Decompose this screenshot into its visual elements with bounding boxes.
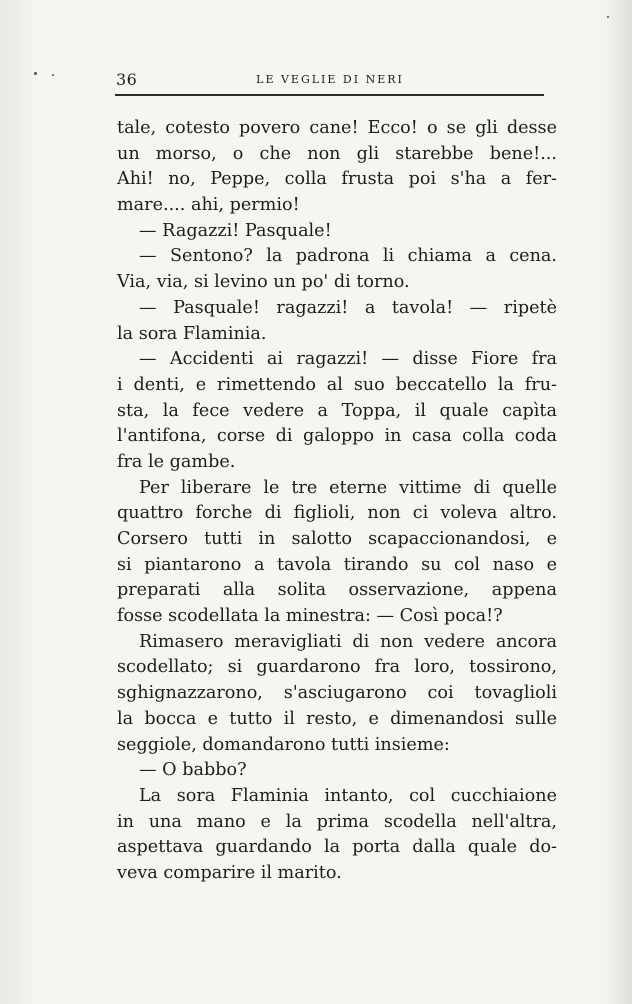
text-line: — Ragazzi! Pasquale!	[139, 220, 332, 241]
text-line: — Sentono? la padrona li chiama a cena.	[139, 246, 557, 267]
text-line: fra le gambe.	[117, 451, 236, 472]
page-number: 36	[116, 70, 138, 89]
text-line: Per liberare le tre eterne vittime di quelle	[139, 477, 557, 498]
text-line: veva comparire il marito.	[117, 862, 342, 883]
text-line: Corsero tutti in salotto scapaccionandosi, e	[117, 529, 557, 549]
text-line: — Pasquale! ragazzi! a tavola! — ripetè	[139, 297, 557, 318]
text-line: sghignazzarono, s'asciugarono coi tovaglioli	[117, 683, 557, 704]
text-line: quattro forche di figlioli, non ci voleva altro.	[117, 503, 557, 524]
text-line: in una mano e la prima scodella nell'altra,	[117, 811, 557, 832]
text-line: La sora Flaminia intanto, col cucchiaione	[139, 785, 557, 806]
text-line: i denti, e rimettendo al suo beccatello la fru-	[117, 374, 557, 395]
scan-speck	[52, 74, 54, 76]
running-header	[116, 66, 544, 90]
header-rule	[115, 94, 544, 96]
text-line: — O babbo?	[139, 760, 247, 781]
text-line: — Accidenti ai ragazzi! — disse Fiore fra	[139, 349, 557, 370]
text-line: la sora Flaminia.	[117, 323, 267, 344]
text-line: aspettava guardando la porta dalla quale do-	[117, 837, 557, 858]
text-line: Ahi! no, Peppe, colla frusta poi s'ha a fer-	[117, 169, 557, 190]
text-line: si piantarono a tavola tirando su col naso e	[117, 554, 557, 575]
text-line: sta, la fece vedere a Toppa, il quale capìta	[117, 400, 557, 421]
text-line: l'antifona, corse di galoppo in casa colla coda	[117, 426, 557, 447]
page-edge-shadow	[608, 0, 632, 1004]
body-text	[117, 116, 557, 887]
text-line: un morso, o che non gli starebbe bene!...	[117, 143, 557, 164]
text-line: Rimasero meravigliati di non vedere ancora	[139, 631, 557, 652]
text-line: seggiole, domandarono tutti insieme:	[117, 734, 450, 755]
text-line: Via, via, si levino un po' di torno.	[117, 272, 410, 293]
text-line: preparati alla solita osservazione, appena	[117, 580, 557, 601]
text-line: fosse scodellata la minestra: — Così poca!?	[117, 606, 503, 627]
text-line: la bocca e tutto il resto, e dimenandosi sulle	[117, 708, 557, 729]
text-line: mare.... ahi, permio!	[117, 195, 300, 216]
scan-speck	[607, 16, 609, 18]
text-line: tale, cotesto povero cane! Ecco! o se gli desse	[117, 118, 557, 138]
scan-speck	[34, 72, 37, 75]
running-title: LE VEGLIE DI NERI	[256, 73, 404, 86]
text-line: scodellato; si guardarono fra loro, tossirono,	[117, 657, 557, 678]
